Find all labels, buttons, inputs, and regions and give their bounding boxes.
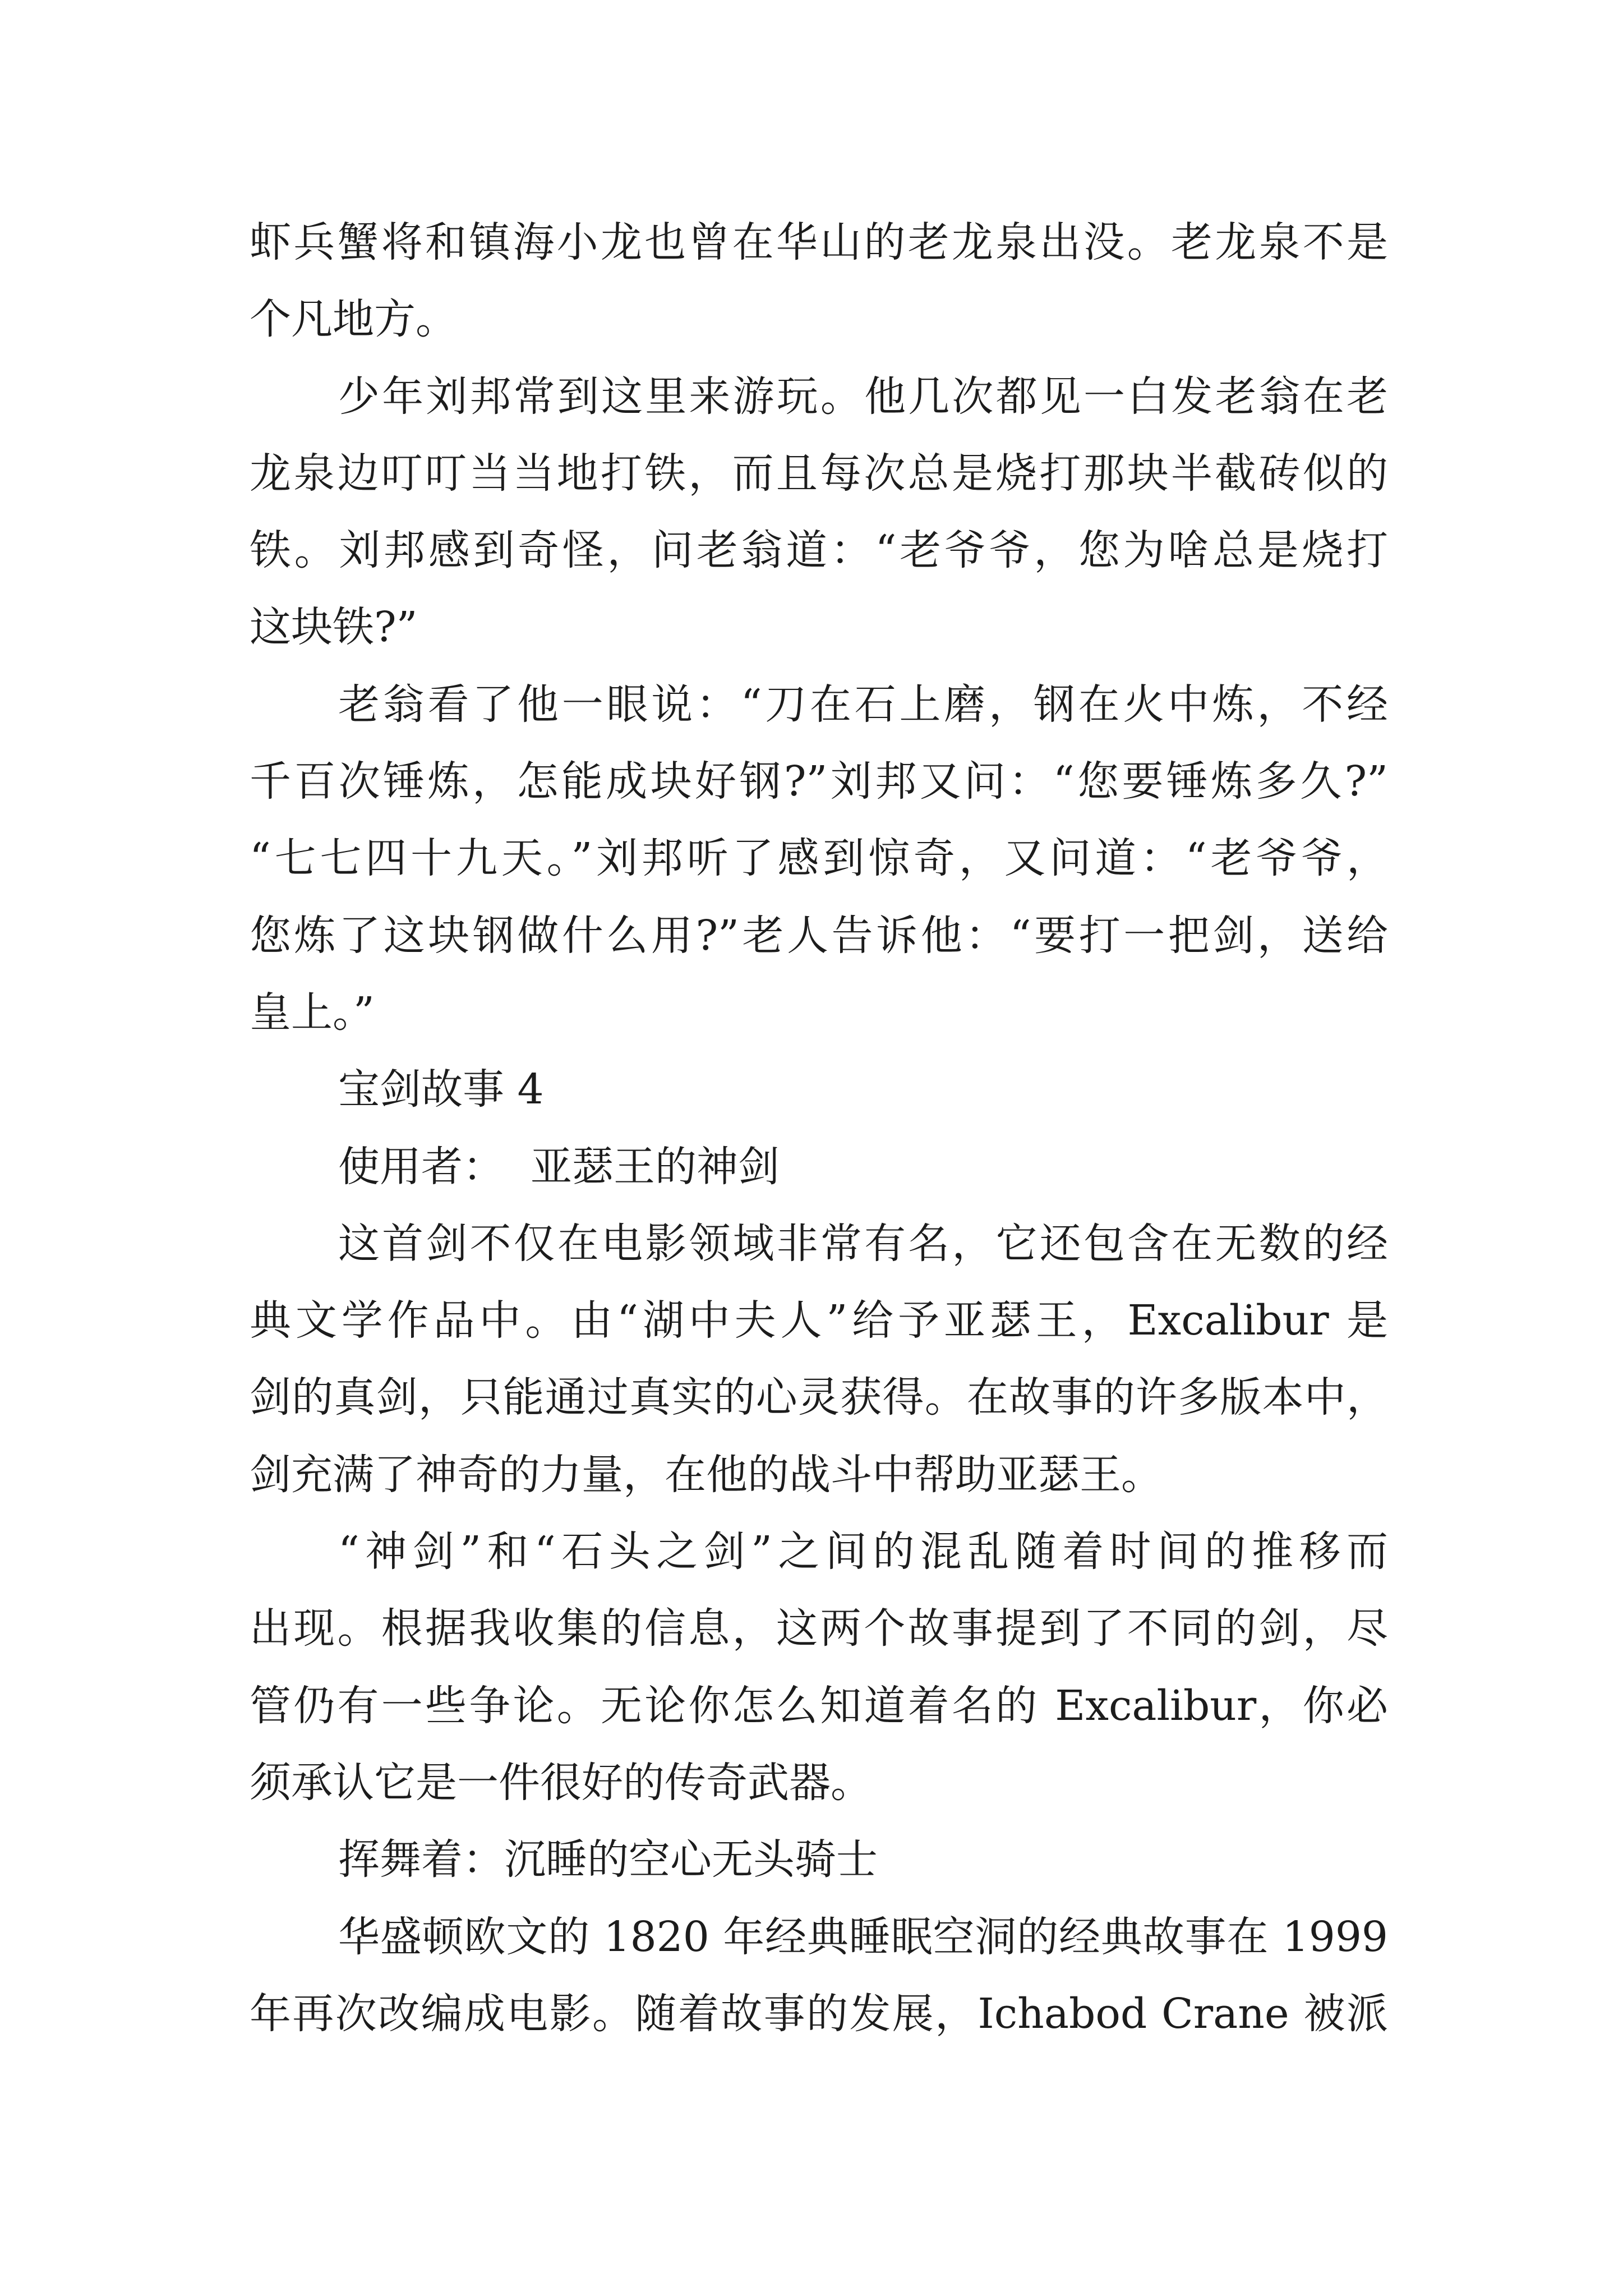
paragraph [250, 1129, 1388, 1205]
text-line: 剑的真剑，只能通过真实的心灵获得。在故事的许多版本中， [250, 1373, 1388, 1422]
paragraph [250, 1513, 1388, 1821]
text-line: 皇上。” [250, 988, 375, 1037]
text-line: 管仍有一些争论。无论你怎么知道着名的 Excalibur，你必 [250, 1681, 1388, 1730]
paragraph [250, 1821, 1388, 1898]
text-line: 须承认它是一件很好的传奇武器。 [250, 1758, 872, 1807]
text-line: 铁。刘邦感到奇怪，问老翁道：“老爷爷，您为啥总是烧打 [250, 526, 1388, 575]
text-line: 您炼了这块钢做什么用?”老人告诉他：“要打一把剑，送给 [250, 911, 1388, 960]
text-line: 剑充满了神奇的力量，在他的战斗中帮助亚瑟王。 [250, 1450, 1163, 1499]
text-line: 这首剑不仅在电影领域非常有名，它还包含在无数的经 [338, 1219, 1388, 1268]
text-line: 千百次锤炼，怎能成块好钢?”刘邦又问：“您要锤炼多久?” [250, 757, 1388, 806]
paragraph [250, 358, 1388, 666]
text-line: 使用者： 亚瑟王的神剑 [338, 1142, 780, 1191]
document-body [250, 204, 1388, 2053]
text-line: 龙泉边叮叮当当地打铁，而且每次总是烧打那块半截砖似的 [250, 449, 1388, 498]
paragraph [250, 1205, 1388, 1513]
text-line: 挥舞着：沉睡的空心无头骑士 [338, 1835, 878, 1884]
section-heading [250, 1051, 1388, 1128]
text-line: 虾兵蟹将和镇海小龙也曾在华山的老龙泉出没。老龙泉不是 [250, 218, 1388, 266]
text-line: “神剑”和“石头之剑”之间的混乱随着时间的推移而 [338, 1527, 1388, 1576]
text-line: 出现。根据我收集的信息，这两个故事提到了不同的剑，尽 [250, 1604, 1388, 1653]
text-line: 年再次改编成电影。随着故事的发展，Ichabod Crane 被派 [250, 1989, 1388, 2038]
paragraph [250, 1899, 1388, 2053]
text-line: 少年刘邦常到这里来游玩。他几次都见一白发老翁在老 [338, 372, 1388, 421]
paragraph [250, 204, 1388, 358]
text-line: 华盛顿欧文的 1820 年经典睡眠空洞的经典故事在 1999 [338, 1912, 1388, 1961]
text-line: 个凡地方。 [250, 295, 457, 344]
text-line: 宝剑故事 4 [338, 1065, 544, 1114]
text-line: 老翁看了他一眼说：“刀在石上磨，钢在火中炼，不经 [338, 680, 1388, 729]
text-line: “七七四十九天。”刘邦听了感到惊奇，又问道：“老爷爷， [250, 834, 1388, 883]
text-line: 典文学作品中。由“湖中夫人”给予亚瑟王，Excalibur 是 [250, 1296, 1388, 1345]
text-line: 这块铁?” [250, 603, 418, 652]
paragraph [250, 666, 1388, 1051]
